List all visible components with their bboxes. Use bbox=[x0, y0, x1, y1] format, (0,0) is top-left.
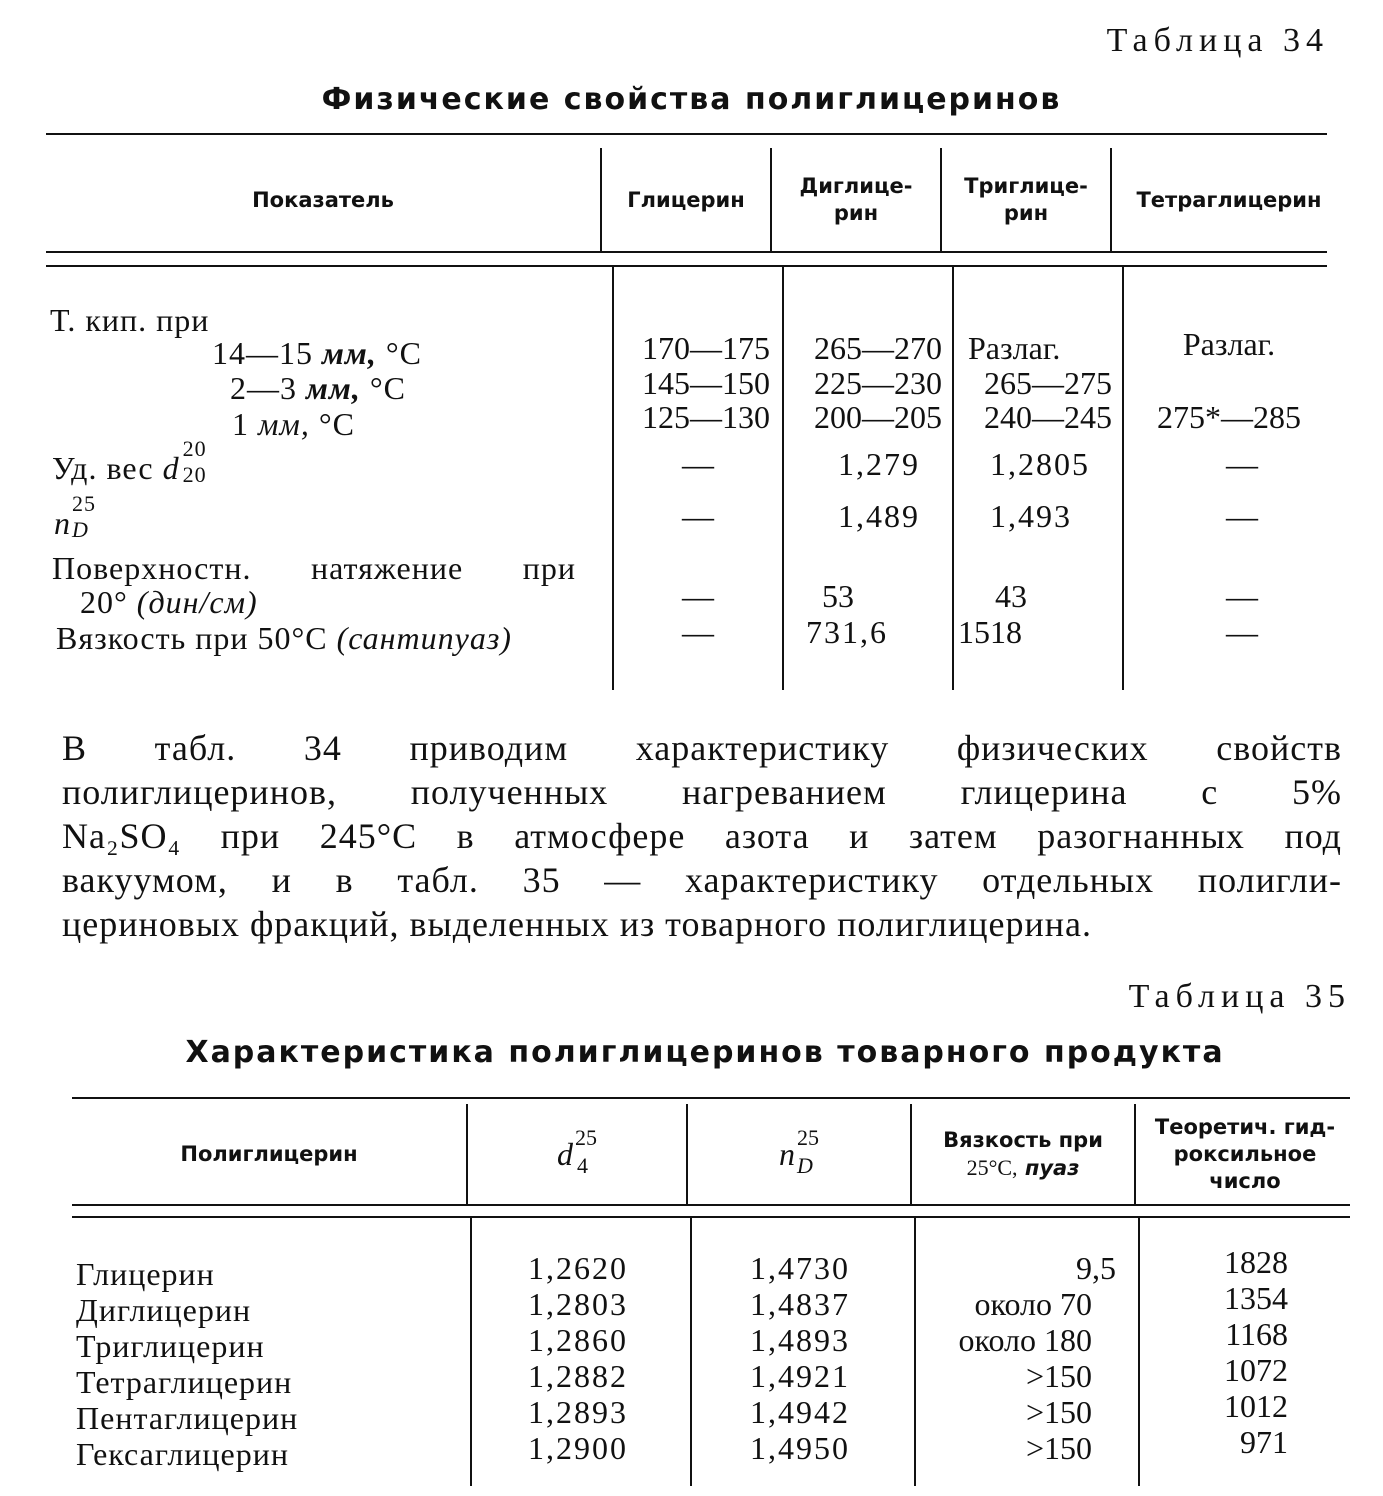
cell-bp2-glycerin: 145—150 bbox=[642, 365, 770, 401]
table35-cell-viscosity: около 180 bbox=[958, 1322, 1092, 1358]
cell-bp2-diglycerin: 225—230 bbox=[814, 365, 942, 401]
cell-refraction-triglycerin: 1,493 bbox=[990, 498, 1072, 534]
table35-header-hydroxyl: Теоретич. гид-роксильное число bbox=[1154, 1114, 1336, 1193]
table35-cell-density: 1,2803 bbox=[528, 1286, 628, 1322]
body-paragraph bbox=[62, 726, 1342, 946]
table35-cell-hydroxyl: 1012 bbox=[1224, 1388, 1288, 1424]
table35-cell-refraction: 1,4942 bbox=[750, 1394, 850, 1430]
table35-top-rule bbox=[72, 1097, 1350, 1099]
cell-bp3-diglycerin: 200—205 bbox=[814, 399, 942, 435]
cell-bp2-triglycerin: 265—275 bbox=[984, 365, 1112, 401]
table35-header-polyglycerin: Полиглицерин bbox=[180, 1141, 358, 1166]
paragraph-line: В табл. 34 приводим характеристику физических свойств bbox=[62, 728, 1342, 768]
table35-cell-name: Глицерин bbox=[76, 1256, 215, 1292]
cell-bp3-glycerin: 125—130 bbox=[642, 399, 770, 435]
table35-cell-hydroxyl: 1354 bbox=[1224, 1280, 1288, 1316]
table35-cell-refraction: 1,4837 bbox=[750, 1286, 850, 1322]
cell-viscosity-triglycerin: 1518 bbox=[958, 614, 1022, 650]
row-refraction-label: n 25 D bbox=[54, 491, 96, 542]
table34-header-rule-1 bbox=[46, 251, 1327, 253]
table35-title: Характеристика полиглицеринов товарного продукта bbox=[185, 1035, 1225, 1070]
row-viscosity-label: Вязкость при 50°С (сантипуаз) bbox=[56, 620, 512, 656]
table35-cell-hydroxyl: 1072 bbox=[1224, 1352, 1288, 1388]
cell-density-glycerin: — bbox=[682, 446, 714, 482]
table35-cell-name: Пентаглицерин bbox=[76, 1400, 299, 1436]
table35-cell-viscosity: >150 bbox=[1025, 1394, 1092, 1430]
table35-cell-density: 1,2882 bbox=[528, 1358, 628, 1394]
table35-cell-viscosity: 9,5 bbox=[1076, 1250, 1116, 1286]
table35-cell-hydroxyl: 1828 bbox=[1224, 1244, 1288, 1280]
table35-cell-refraction: 1,4950 bbox=[750, 1430, 850, 1466]
table35-cell-hydroxyl: 971 bbox=[1240, 1424, 1288, 1460]
table35-number: Таблица 35 bbox=[1128, 978, 1351, 1015]
table35-cell-name: Гексаглицерин bbox=[76, 1436, 289, 1472]
table34-col-divider bbox=[952, 265, 954, 690]
row-surface-label-1: Поверхностн. натяжение при bbox=[52, 550, 576, 586]
cell-bp1-triglycerin: Разлаг. bbox=[968, 330, 1061, 366]
row-density-label: Уд. вес d 20 20 bbox=[52, 436, 207, 487]
cell-density-triglycerin: 1,2805 bbox=[990, 446, 1090, 482]
table35-cell-name: Триглицерин bbox=[76, 1328, 265, 1364]
cell-surface-glycerin: — bbox=[682, 578, 714, 614]
row-surface-label-2: 20° (дин/см) bbox=[80, 584, 258, 620]
table34-header-triglycerin: Триглице-рин bbox=[964, 174, 1088, 225]
table35-cell-viscosity: около 70 bbox=[974, 1286, 1092, 1322]
table35-cell-density: 1,2620 bbox=[528, 1250, 628, 1286]
row-bp1-label: 14—15 мм, °C bbox=[212, 335, 422, 371]
table34-top-rule bbox=[46, 133, 1327, 135]
cell-surface-triglycerin: 43 bbox=[995, 578, 1027, 614]
table35-cell-hydroxyl: 1168 bbox=[1225, 1316, 1288, 1352]
paragraph-line: Na₂SO₄ при 245°С в атмосфере азота и затем разогнанных под bbox=[62, 816, 1342, 856]
table35-header-density: d 25 4 bbox=[557, 1124, 597, 1178]
cell-bp1-glycerin: 170—175 bbox=[642, 330, 770, 366]
cell-surface-diglycerin: 53 bbox=[822, 578, 854, 614]
table35-cell-refraction: 1,4921 bbox=[750, 1358, 850, 1394]
table34-header-indicator: Показатель bbox=[252, 187, 394, 212]
cell-bp1-diglycerin: 265—270 bbox=[814, 330, 942, 366]
table35-header-viscosity: Вязкость при 25°С, пуаз bbox=[943, 1127, 1103, 1180]
paragraph-line: полиглицеринов, полученных нагреванием глицерина с 5% bbox=[62, 772, 1342, 812]
paragraph-line: цериновых фракций, выделенных из товарного полиглицерина. bbox=[62, 904, 1093, 944]
row-bp3-label: 1 мм, °C bbox=[232, 406, 355, 442]
table35-cell-density: 1,2860 bbox=[528, 1322, 628, 1358]
table35-header-refraction: n 25 D bbox=[779, 1124, 819, 1178]
table34-header-diglycerin: Диглице-рин bbox=[799, 174, 913, 225]
cell-refraction-diglycerin: 1,489 bbox=[838, 498, 920, 534]
table35-col-divider bbox=[470, 1216, 472, 1486]
cell-viscosity-glycerin: — bbox=[682, 614, 714, 650]
cell-refraction-glycerin: — bbox=[682, 498, 714, 534]
cell-bp3-triglycerin: 240—245 bbox=[984, 399, 1112, 435]
table35-cell-name: Диглицерин bbox=[76, 1292, 252, 1328]
table35-header-rule-1 bbox=[72, 1204, 1350, 1206]
cell-density-diglycerin: 1,279 bbox=[838, 446, 920, 482]
table35-cell-refraction: 1,4893 bbox=[750, 1322, 850, 1358]
row-bp2-label: 2—3 мм, °C bbox=[230, 370, 406, 406]
cell-refraction-tetraglycerin: — bbox=[1226, 498, 1258, 534]
table35-cell-density: 1,2900 bbox=[528, 1430, 628, 1466]
cell-density-tetraglycerin: — bbox=[1226, 446, 1258, 482]
table35-cell-name: Тетраглицерин bbox=[76, 1364, 293, 1400]
table34-number: Таблица 34 bbox=[1106, 22, 1329, 59]
table35-cell-viscosity: >150 bbox=[1025, 1358, 1092, 1394]
table34-title: Физические свойства полиглицеринов bbox=[321, 82, 1062, 117]
table35-cell-viscosity: >150 bbox=[1025, 1430, 1092, 1466]
table35-col-divider bbox=[690, 1216, 692, 1486]
cell-bp3-tetraglycerin: 275*—285 bbox=[1157, 399, 1301, 435]
table35-cell-density: 1,2893 bbox=[528, 1394, 628, 1430]
table34-col-divider bbox=[782, 265, 784, 690]
table35-header-rule-2 bbox=[72, 1216, 1350, 1218]
cell-viscosity-tetraglycerin: — bbox=[1226, 614, 1258, 650]
paragraph-line: вакуумом, и в табл. 35 — характеристику отдельных полигли- bbox=[62, 860, 1342, 900]
row-boiling-label: Т. кип. при bbox=[50, 302, 210, 338]
cell-viscosity-diglycerin: 731,6 bbox=[806, 614, 888, 650]
table34-header-glycerin: Глицерин bbox=[627, 187, 745, 212]
cell-bp1-tetraglycerin: Разлаг. bbox=[1182, 326, 1276, 362]
cell-surface-tetraglycerin: — bbox=[1226, 578, 1258, 614]
table34-header-rule-2 bbox=[46, 265, 1327, 267]
table35-cell-refraction: 1,4730 bbox=[750, 1250, 850, 1286]
table34-header-tetraglycerin: Тетраглицерин bbox=[1136, 187, 1322, 212]
